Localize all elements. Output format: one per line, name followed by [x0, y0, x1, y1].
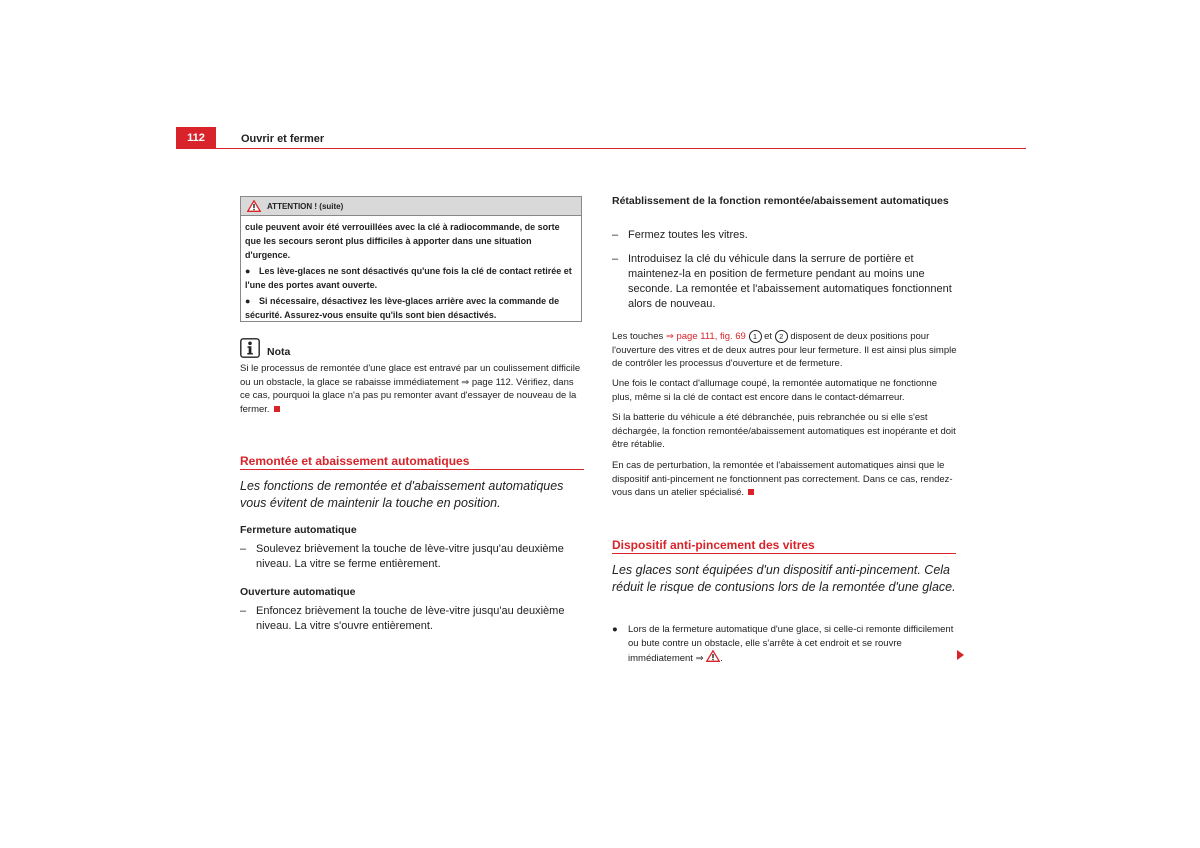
- warning-triangle-icon: [247, 200, 261, 212]
- section-heading-anti-pinch: Dispositif anti-pincement des vitres: [612, 538, 815, 552]
- warning-continuation: cule peuvent avoir été verrouillées avec la clé à radiocommande, de sorte que les secours seront plus difficiles à apporter dans une situation d'urgence.: [245, 222, 560, 260]
- callout-1: 1: [749, 330, 762, 343]
- page-number: 112: [176, 127, 216, 149]
- section-rule: [612, 553, 956, 554]
- end-mark-icon: [748, 489, 754, 495]
- header-rule: [176, 148, 1026, 149]
- paragraph: En cas de perturbation, la remontée et l'abaissement automatiques ainsi que le dispositif anti-pincement ne fonctionnent pas correctement. Dans ce cas, rendez-vous dans un atelier spécialisé.: [612, 460, 953, 498]
- next-page-arrow-icon: [957, 650, 964, 660]
- end-mark-icon: [274, 406, 280, 412]
- list-item: – Fermez toutes les vitres.: [612, 229, 748, 241]
- section-rule: [240, 469, 584, 470]
- warning-body: [241, 216, 581, 322]
- bullet-icon: ●: [612, 624, 618, 635]
- paragraph: Les touches ⇒ page 111, fig. 69 1 et 2 disposent de deux positions pour l'ouverture des vitres et de deux autres pour leur fermeture. Il est ainsi plus simple de contrôler les processus d'ouverture et de fermeture.: [612, 331, 957, 370]
- bullet-icon: ●: [245, 266, 251, 276]
- paragraph: Une fois le contact d'allumage coupé, la remontée automatique ne fonctionne plus, même si la clé de contact est encore dans le contact-démarreur.: [612, 378, 938, 403]
- list-item: – Introduisez la clé du véhicule dans la serrure de portière et maintenez-la en position de fermeture pendant au moins une seconde. La remontée et l'abaissement automatiques fonctionnent alors de nouveau.: [612, 253, 952, 310]
- note-label: Nota: [267, 346, 291, 358]
- warning-bullet: ● Si nécessaire, désactivez les lève-glaces arrière avec la commande de sécurité. Assurez-vous ensuite qu'ils sont bien désactivés.: [245, 296, 560, 320]
- callout-2: 2: [775, 330, 788, 343]
- info-icon: [240, 338, 260, 358]
- section-heading-auto: Remontée et abaissement automatiques: [240, 454, 470, 468]
- warning-triangle-icon[interactable]: [706, 650, 720, 667]
- list-item: – Soulevez brièvement la touche de lève-vitre jusqu'au deuxième niveau. La vitre se ferme entièrement.: [240, 543, 564, 570]
- section-lead: Les glaces sont équipées d'un dispositif anti-pincement. Cela réduit le risque de contusions lors de la remontée d'une glace.: [612, 563, 956, 594]
- bullet-icon: ●: [245, 296, 251, 306]
- warning-box: [240, 196, 582, 322]
- warning-header: [241, 197, 581, 216]
- warning-bullet: ● Les lève-glaces ne sont désactivés qu'une fois la clé de contact retirée et l'une des portes avant ouverte.: [245, 266, 572, 290]
- section-lead: Les fonctions de remontée et d'abaissement automatiques vous évitent de maintenir la touche en position.: [240, 479, 564, 510]
- list-item: – Enfoncez brièvement la touche de lève-vitre jusqu'au deuxième niveau. La vitre s'ouvre entièrement.: [240, 605, 565, 632]
- note-text: Si le processus de remontée d'une glace est entravé par un coulissement difficile ou un obstacle, la glace se rabaisse immédiatement ⇒ page 112. Vérifiez, dans ce cas, pourquoi la glace n'a pas pu remonter avant d'essayer de nouveau de la fermer.: [240, 363, 581, 415]
- warning-heading: ATTENTION ! (suite): [267, 201, 344, 211]
- subheading-restore: Rétablissement de la fonction remontée/abaissement automatiques: [612, 195, 949, 207]
- list-item: ● Lors de la fermeture automatique d'une glace, si celle-ci remonte difficilement ou bute contre un obstacle, elle s'arrête à cet endroit et se rouvre immédiatement ⇒ .: [612, 623, 958, 667]
- page-title: Ouvrir et fermer: [241, 133, 325, 145]
- page-link[interactable]: ⇒ page 111, fig. 69: [665, 331, 746, 343]
- subheading-opening: Ouverture automatique: [240, 586, 356, 598]
- paragraph: Si la batterie du véhicule a été débranchée, puis rebranchée ou si elle s'est déchargée, la fonction remontée/abaissement automatiques est inopérante et doit être rétablie.: [612, 412, 956, 450]
- subheading-closing: Fermeture automatique: [240, 524, 357, 536]
